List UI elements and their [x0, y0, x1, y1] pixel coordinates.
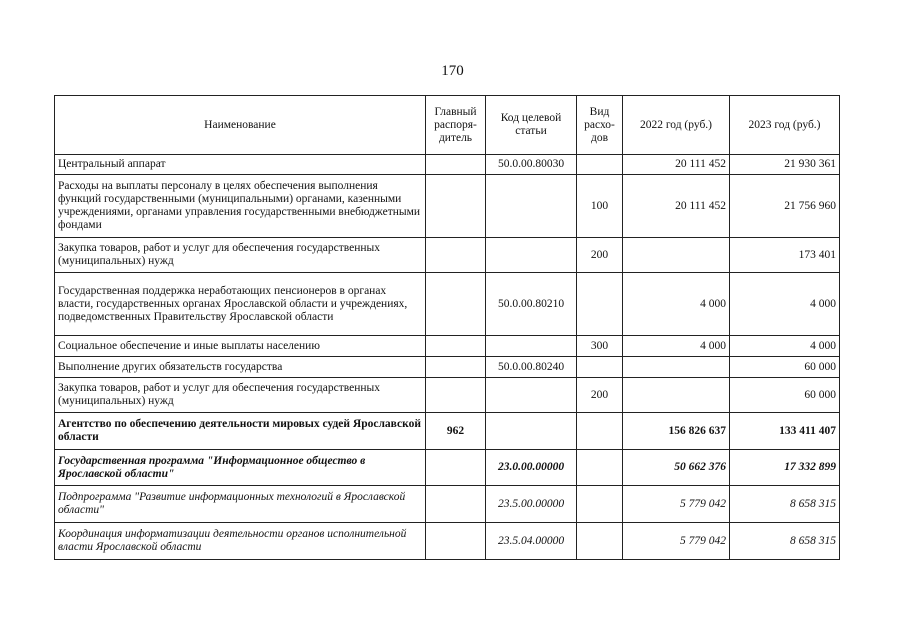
cell-admin: 962: [426, 413, 486, 450]
cell-admin: [426, 450, 486, 486]
header-code: Код целевой статьи: [486, 96, 577, 155]
cell-code: 50.0.00.80240: [486, 357, 577, 378]
cell-name: Координация информатизации деятельности органов исполнительной власти Ярославской области: [55, 523, 426, 560]
table-row: [55, 450, 840, 486]
cell-name: Выполнение других обязательств государства: [55, 357, 426, 378]
cell-name: Государственная поддержка неработающих пенсионеров в органах власти, государственных органах Ярославской области и учреждениях, подведомственных Правительству Ярославской области: [55, 273, 426, 336]
cell-code: 50.0.00.80030: [486, 155, 577, 175]
header-expense: Вид расхо-дов: [577, 96, 623, 155]
cell-code: 23.0.00.00000: [486, 450, 577, 486]
cell-expense: [577, 413, 623, 450]
cell-2023: 17 332 899: [730, 450, 840, 486]
header-admin: Главный распоря-дитель: [426, 96, 486, 155]
table-row: [55, 357, 840, 378]
table-row: [55, 378, 840, 413]
table-row: [55, 413, 840, 450]
cell-admin: [426, 486, 486, 523]
cell-admin: [426, 273, 486, 336]
cell-name: Государственная программа "Информационное общество в Ярославской области": [55, 450, 426, 486]
cell-expense: 300: [577, 336, 623, 357]
page-number: 170: [441, 63, 464, 79]
table-row: [55, 175, 840, 238]
cell-2022: 4 000: [623, 273, 730, 336]
cell-code: [486, 413, 577, 450]
table-row: [55, 155, 840, 175]
cell-admin: [426, 357, 486, 378]
cell-2023: 21 930 361: [730, 155, 840, 175]
cell-2023: 21 756 960: [730, 175, 840, 238]
cell-2023: 60 000: [730, 378, 840, 413]
header-name: Наименование: [55, 96, 426, 155]
cell-code: 50.0.00.80210: [486, 273, 577, 336]
cell-2023: 8 658 315: [730, 486, 840, 523]
cell-2022: 50 662 376: [623, 450, 730, 486]
cell-expense: [577, 357, 623, 378]
cell-2023: 133 411 407: [730, 413, 840, 450]
cell-2022: 5 779 042: [623, 523, 730, 560]
cell-name: Расходы на выплаты персоналу в целях обеспечения выполнения функций государственными (муниципальными) органами, казенными учреждениями, органами управления государственными внебюджетными фондами: [55, 175, 426, 238]
cell-2023: 60 000: [730, 357, 840, 378]
cell-name: Закупка товаров, работ и услуг для обеспечения государственных (муниципальных) нужд: [55, 378, 426, 413]
cell-code: 23.5.00.00000: [486, 486, 577, 523]
cell-2022: 156 826 637: [623, 413, 730, 450]
cell-admin: [426, 175, 486, 238]
cell-2022: [623, 357, 730, 378]
cell-2022: 20 111 452: [623, 175, 730, 238]
budget-table: [54, 95, 840, 560]
cell-2022: 4 000: [623, 336, 730, 357]
cell-2022: 20 111 452: [623, 155, 730, 175]
cell-expense: 200: [577, 238, 623, 273]
cell-name: Центральный аппарат: [55, 155, 426, 175]
table-row: [55, 523, 840, 560]
cell-expense: [577, 523, 623, 560]
cell-name: Закупка товаров, работ и услуг для обеспечения государственных (муниципальных) нужд: [55, 238, 426, 273]
cell-expense: 100: [577, 175, 623, 238]
cell-admin: [426, 523, 486, 560]
cell-code: [486, 238, 577, 273]
cell-2023: 4 000: [730, 273, 840, 336]
cell-code: [486, 175, 577, 238]
cell-code: [486, 336, 577, 357]
cell-2022: 5 779 042: [623, 486, 730, 523]
cell-expense: [577, 450, 623, 486]
cell-2022: [623, 238, 730, 273]
cell-name: Агентство по обеспечению деятельности мировых судей Ярославской области: [55, 413, 426, 450]
table-header-row: [55, 96, 840, 155]
cell-2023: 4 000: [730, 336, 840, 357]
cell-code: [486, 378, 577, 413]
table-row: [55, 238, 840, 273]
cell-2022: [623, 378, 730, 413]
cell-admin: [426, 238, 486, 273]
table-row: [55, 273, 840, 336]
cell-expense: 200: [577, 378, 623, 413]
cell-admin: [426, 155, 486, 175]
header-2022: 2022 год (руб.): [623, 96, 730, 155]
cell-name: Социальное обеспечение и иные выплаты населению: [55, 336, 426, 357]
cell-expense: [577, 155, 623, 175]
cell-2023: 173 401: [730, 238, 840, 273]
cell-code: 23.5.04.00000: [486, 523, 577, 560]
cell-admin: [426, 336, 486, 357]
cell-name: Подпрограмма "Развитие информационных технологий в Ярославской области": [55, 486, 426, 523]
cell-expense: [577, 273, 623, 336]
cell-admin: [426, 378, 486, 413]
table-row: [55, 336, 840, 357]
cell-expense: [577, 486, 623, 523]
cell-2023: 8 658 315: [730, 523, 840, 560]
header-2023: 2023 год (руб.): [730, 96, 840, 155]
table-row: [55, 486, 840, 523]
